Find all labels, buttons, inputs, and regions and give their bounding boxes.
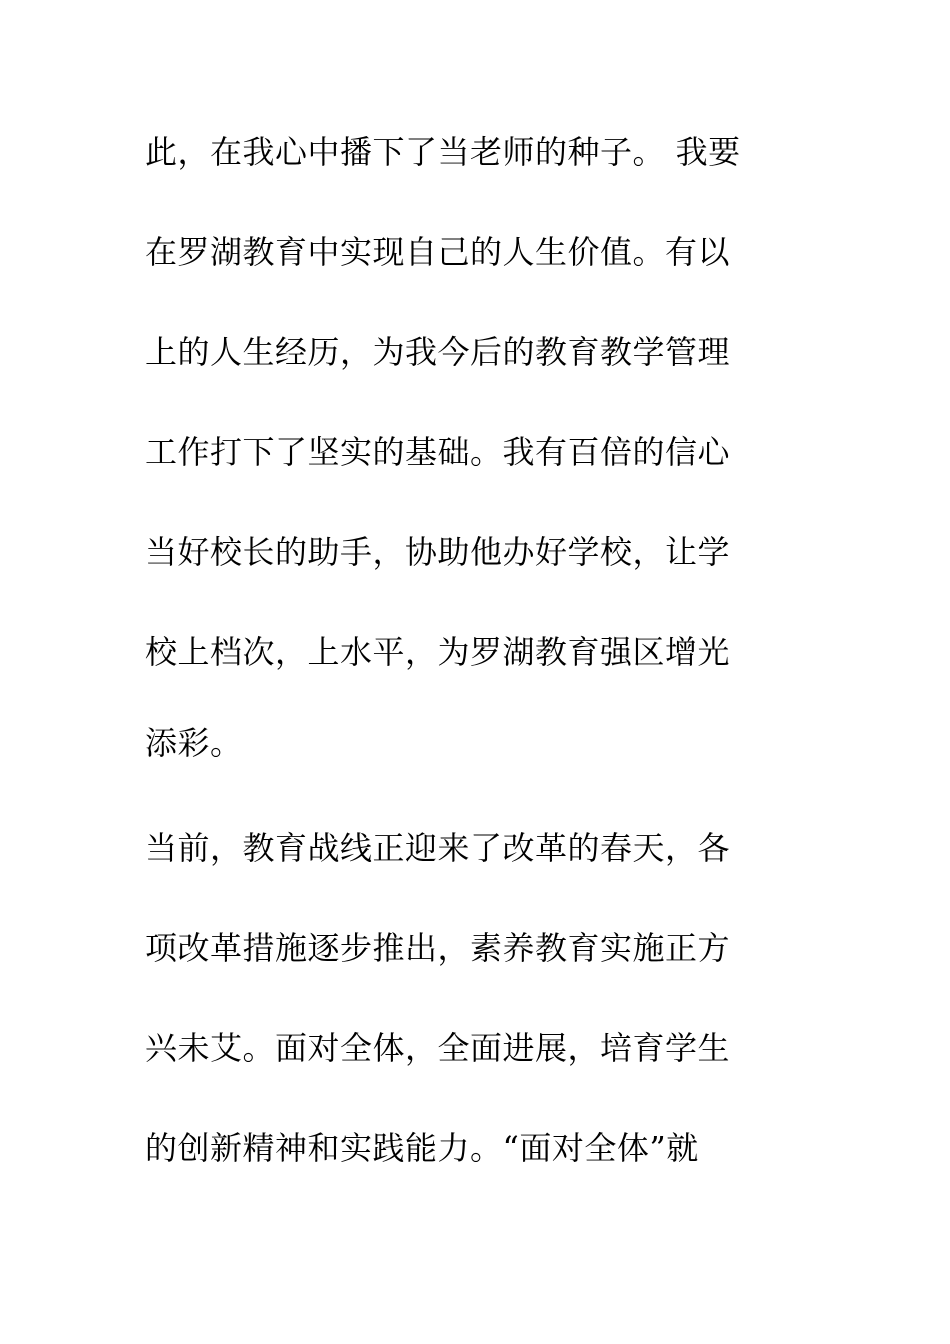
text-line: 校上档次，上水平，为罗湖教育强区增光 <box>145 633 731 671</box>
paragraph-2 <box>145 824 805 1173</box>
text-line: 当好校长的助手，协助他办好学校，让学 <box>145 533 731 571</box>
text-line: 项改革措施逐步推出，素养教育实施正方 <box>145 929 731 967</box>
text-line: 兴未艾。面对全体，全面进展，培育学生 <box>145 1029 731 1067</box>
text-line: 添彩。 <box>145 724 243 762</box>
text-line: 此，在我心中播下了当老师的种子。 我要 <box>145 133 741 171</box>
text-line: 在罗湖教育中实现自己的人生价值。有以 <box>145 233 731 271</box>
paragraph-1 <box>145 128 805 768</box>
text-line: 当前，教育战线正迎来了改革的春天，各 <box>145 829 731 867</box>
text-line: 的创新精神和实践能力。“面对全体”就 <box>145 1129 699 1167</box>
text-line: 工作打下了坚实的基础。我有百倍的信心 <box>145 433 731 471</box>
text-line: 上的人生经历，为我今后的教育教学管理 <box>145 333 731 371</box>
